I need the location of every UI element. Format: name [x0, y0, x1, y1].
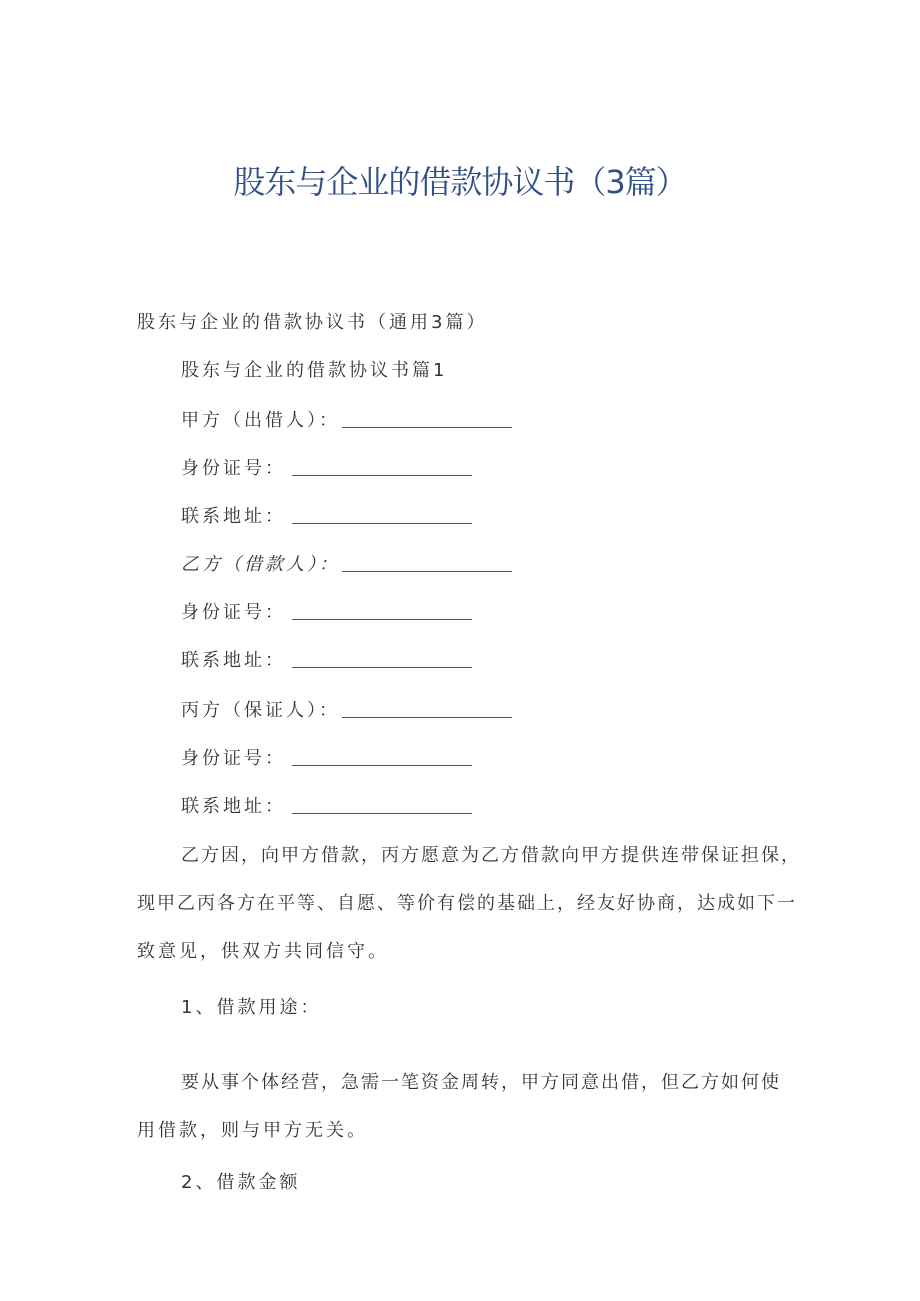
party-b-id-label: 身份证号：	[181, 602, 286, 623]
party-a-address-blank[interactable]	[292, 523, 472, 524]
party-c-id-label: 身份证号：	[181, 748, 286, 769]
party-b-address-blank[interactable]	[292, 667, 472, 668]
document-title: 股东与企业的借款协议书（3篇）	[233, 163, 687, 201]
intro-line-1: 乙方因，向甲方借款，丙方愿意为乙方借款向甲方提供连带保证担保，	[181, 845, 801, 866]
clause-2-title: 2、借款金额	[181, 1172, 301, 1193]
party-a-row	[181, 408, 512, 434]
party-c-label: 丙方（保证人）：	[181, 700, 340, 721]
party-b-blank[interactable]	[342, 571, 512, 572]
intro-line-2: 现甲乙丙各方在平等、自愿、等价有偿的基础上，经友好协商，达成如下一	[137, 893, 797, 914]
party-c-id-blank[interactable]	[292, 765, 472, 766]
party-a-blank[interactable]	[342, 427, 512, 428]
party-b-id-blank[interactable]	[292, 619, 472, 620]
party-a-address-label: 联系地址：	[181, 506, 286, 527]
party-a-id-row	[181, 456, 472, 482]
party-c-address-label: 联系地址：	[181, 796, 286, 817]
party-b-id-row	[181, 600, 472, 626]
party-a-label: 甲方（出借人）：	[181, 410, 340, 431]
party-c-id-row	[181, 746, 472, 772]
party-b-address-label: 联系地址：	[181, 650, 286, 671]
clause-1-line-1: 要从事个体经营，急需一笔资金周转，甲方同意出借，但乙方如何使	[181, 1072, 781, 1093]
party-b-address-row	[181, 648, 472, 674]
party-b-row	[181, 552, 512, 578]
section-heading: 股东与企业的借款协议书篇1	[181, 360, 448, 381]
party-c-address-row	[181, 794, 472, 820]
party-c-row	[181, 698, 512, 724]
party-c-address-blank[interactable]	[292, 813, 472, 814]
party-c-blank[interactable]	[342, 717, 512, 718]
clause-1-line-2: 用借款，则与甲方无关。	[137, 1120, 368, 1141]
party-a-address-row	[181, 504, 472, 530]
party-b-label: 乙方（借款人）：	[181, 554, 340, 575]
document-subtitle: 股东与企业的借款协议书（通用3篇）	[137, 312, 488, 333]
intro-line-3: 致意见，供双方共同信守。	[137, 941, 389, 962]
party-a-id-label: 身份证号：	[181, 458, 286, 479]
party-a-id-blank[interactable]	[292, 475, 472, 476]
clause-1-title: 1、借款用途：	[181, 997, 322, 1018]
